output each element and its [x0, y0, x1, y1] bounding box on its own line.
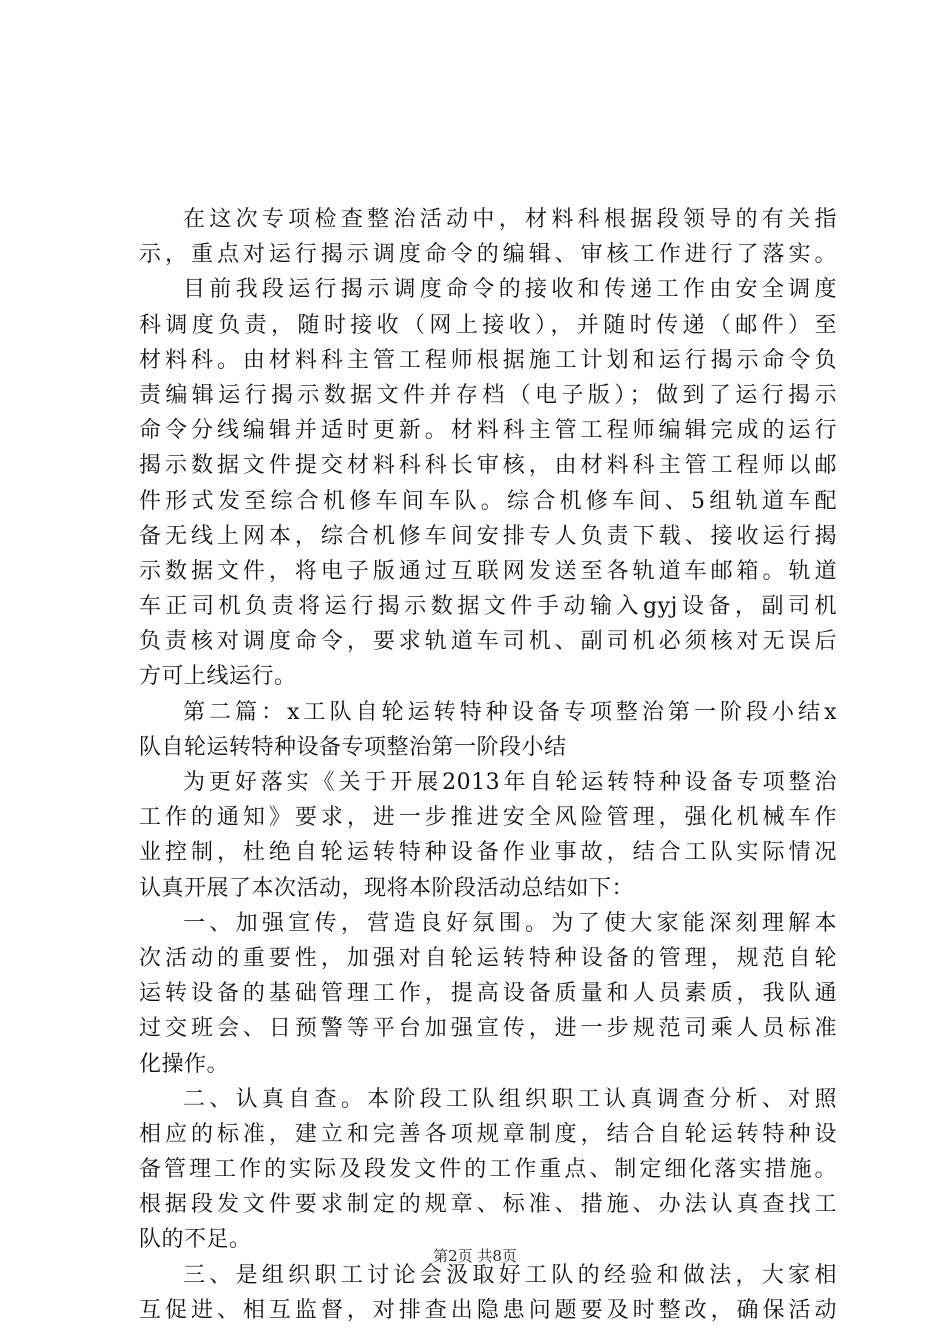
text-line: 业控制，杜绝自轮运转特种设备作业事故，结合工队实际情况 — [139, 840, 837, 866]
text-line: 车正司机负责将运行揭示数据文件手动输入gyj设备，副司机 — [139, 594, 837, 620]
text-line: 相应的标准，建立和完善各项规章制度，结合自轮运转特种设 — [139, 1121, 837, 1147]
text-line: 过交班会、日预警等平台加强宣传，进一步规范司乘人员标准 — [139, 1016, 837, 1042]
text-line: 材料科。由材料科主管工程师根据施工计划和运行揭示命令负 — [139, 347, 837, 373]
text-line: 备管理工作的实际及段发文件的工作重点、制定细化落实措施。 — [139, 1157, 837, 1183]
text-line: 队的不足。 — [139, 1227, 252, 1253]
text-line: 揭示数据文件提交材料科科长审核，由材料科主管工程师以邮 — [139, 453, 837, 479]
section-heading-line: 第二篇：x工队自轮运转特种设备专项整治第一阶段小结x — [183, 699, 837, 725]
text-line: 示，重点对运行揭示调度命令的编辑、审核工作进行了落实。 — [139, 242, 837, 268]
section-heading-line: 队自轮运转特种设备专项整治第一阶段小结 — [139, 734, 567, 760]
text-line: 化操作。 — [139, 1051, 230, 1077]
document-body — [139, 202, 837, 1328]
page-footer: 第2页 共8页 — [433, 1247, 517, 1265]
text-line: 命令分线编辑并适时更新。材料科主管工程师编辑完成的运行 — [139, 418, 837, 444]
text-line: 次活动的重要性，加强对自轮运转特种设备的管理，规范自轮 — [139, 945, 837, 971]
text-line: 件形式发至综合机修车间车队。综合机修车间、5组轨道车配 — [139, 488, 837, 514]
text-line: 负责核对调度命令，要求轨道车司机、副司机必须核对无误后 — [139, 629, 837, 655]
text-line: 运转设备的基础管理工作，提高设备质量和人员素质，我队通 — [139, 981, 837, 1007]
text-line: 目前我段运行揭示调度命令的接收和传递工作由安全调度 — [183, 277, 837, 303]
text-line: 二、认真自查。本阶段工队组织职工认真调查分析、对照 — [183, 1086, 837, 1112]
text-line: 科调度负责，随时接收（网上接收），并随时传递（邮件）至 — [139, 312, 837, 338]
text-line: 示数据文件，将电子版通过互联网发送至各轨道车邮箱。轨道 — [139, 558, 837, 584]
text-line: 认真开展了本次活动，现将本阶段活动总结如下： — [139, 875, 635, 901]
text-line: 互促进、相互监督，对排查出隐患问题要及时整改，确保活动 — [139, 1297, 837, 1323]
text-line: 一、加强宣传，营造良好氛围。为了使大家能深刻理解本 — [183, 910, 837, 936]
text-line: 方可上线运行。 — [139, 664, 297, 690]
text-line: 在这次专项检查整治活动中，材料科根据段领导的有关指 — [183, 207, 837, 232]
text-line: 工作的通知》要求，进一步推进安全风险管理，强化机械车作 — [139, 805, 837, 831]
text-line: 备无线上网本，综合机修车间安排专人负责下载、接收运行揭 — [139, 523, 837, 549]
text-line: 为更好落实《关于开展2013年自轮运转特种设备专项整治 — [183, 770, 837, 795]
text-line: 根据段发文件要求制定的规章、标准、措施、办法认真查找工 — [139, 1192, 837, 1218]
text-line: 三、是组织职工讨论会汲取好工队的经验和做法，大家相 — [183, 1262, 837, 1288]
text-line: 责编辑运行揭示数据文件并存档（电子版）；做到了运行揭示 — [139, 382, 837, 408]
